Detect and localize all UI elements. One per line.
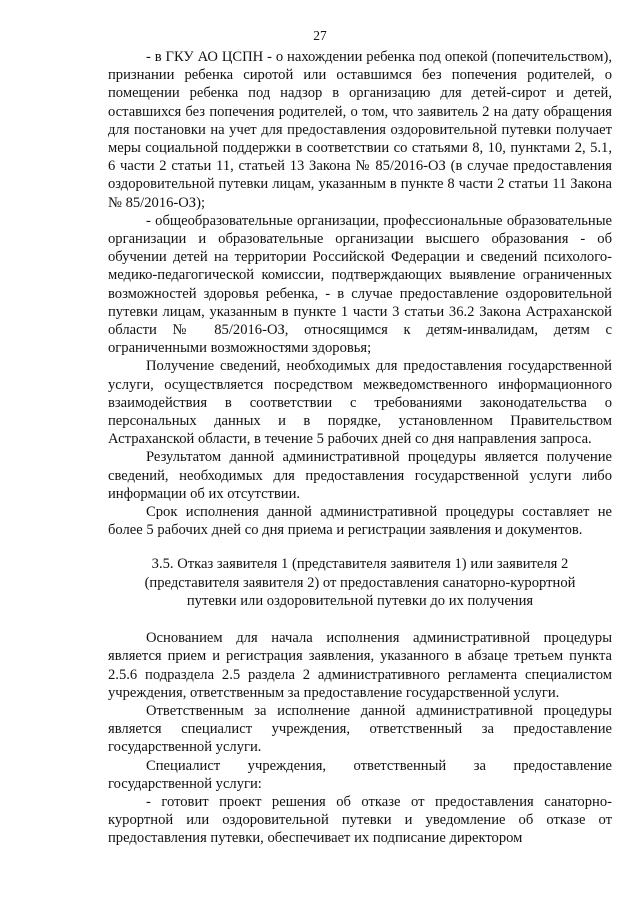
spacer [108, 610, 612, 629]
paragraph-procedure-term: Срок исполнения данной административной процедуры составляет не более 5 рабочих дней со дня приема и регистрации заявления и документов. [108, 504, 612, 539]
document-body [108, 48, 612, 848]
paragraph-educational-organizations: - общеобразовательные организации, профессиональные образовательные организации и образовательные организации высшего образования - об обучении детей на территории Российской Федерации и сведений психолого-медико-педагогической комиссии, подтверждающих выявление ограниченных возможностей здоровья ребенка, - в случае предоставление оздоровительной путевки лицам, указанным в пункте 1 части 3 статьи 36.2 Закона Астраханской области № 85/2016-ОЗ, относящимся к детям-инвалидам, детям с ограниченными возможностями здоровья; [108, 212, 612, 357]
paragraph-basis-for-procedure: Основанием для начала исполнения административной процедуры является прием и регистрация заявления, указанного в абзаце третьем пункта 2.5.6 подраздела 2.5 раздела 2 административного регламента специалистом учреждения, ответственным за предоставление государственной услуги. [108, 630, 612, 701]
paragraph-responsible-person: Ответственным за исполнение данной административной процедуры является специалист учреждения, ответственный за предоставление государственной услуги. [108, 702, 612, 756]
page-number: 27 [313, 28, 327, 43]
section-heading-3-5: 3.5. Отказ заявителя 1 (представителя заявителя 1) или заявителя 2 (представителя заявителя 2) от предоставления санаторно-курортной путевки или оздоровительной путевки до их получения [144, 556, 576, 609]
paragraph-obtaining-information: Получение сведений, необходимых для предоставления государственной услуги, осуществляется посредством межведомственного информационного взаимодействия в соответствии с требованиями законодательства о персональных данных и в порядке, установленном Правительством Астраханской области, в течение 5 рабочих дней со дня направления запроса. [108, 358, 612, 448]
paragraph-procedure-result: Результатом данной административной процедуры является получение сведений, необходимых для предоставления государственной услуги либо информации об их отсутствии. [108, 449, 612, 502]
paragraph-prepares-refusal: - готовит проект решения об отказе от предоставления санаторно-курортной или оздоровительной путевки и уведомление об отказе от предоставления путевки, обеспечивает их подписание директором [108, 793, 612, 847]
spacer [108, 539, 612, 555]
paragraph-gku-ao-cspn: - в ГКУ АО ЦСПН - о нахождении ребенка под опекой (попечительством), признании ребенка сиротой или оставшимся без попечения родителей, о помещении ребенка под надзор в организацию для детей-сирот и детей, оставшихся без попечения родителей, о том, что заявитель 2 на дату обращения для постановки на учет для предоставления оздоровительной путевки получает меры социальной поддержки в соответствии со статьями 8, 10, пунктами 2, 5.1, 6 части 2 статьи 11, статьей 13 Закона № 85/2016-ОЗ (в случае предоставления оздоровительной путевки лицам, указанным в пункте 8 части 2 статьи 11 Закона № 85/2016-ОЗ); [108, 49, 612, 211]
paragraph-specialist-intro: Специалист учреждения, ответственный за предоставление государственной услуги: [108, 757, 612, 792]
